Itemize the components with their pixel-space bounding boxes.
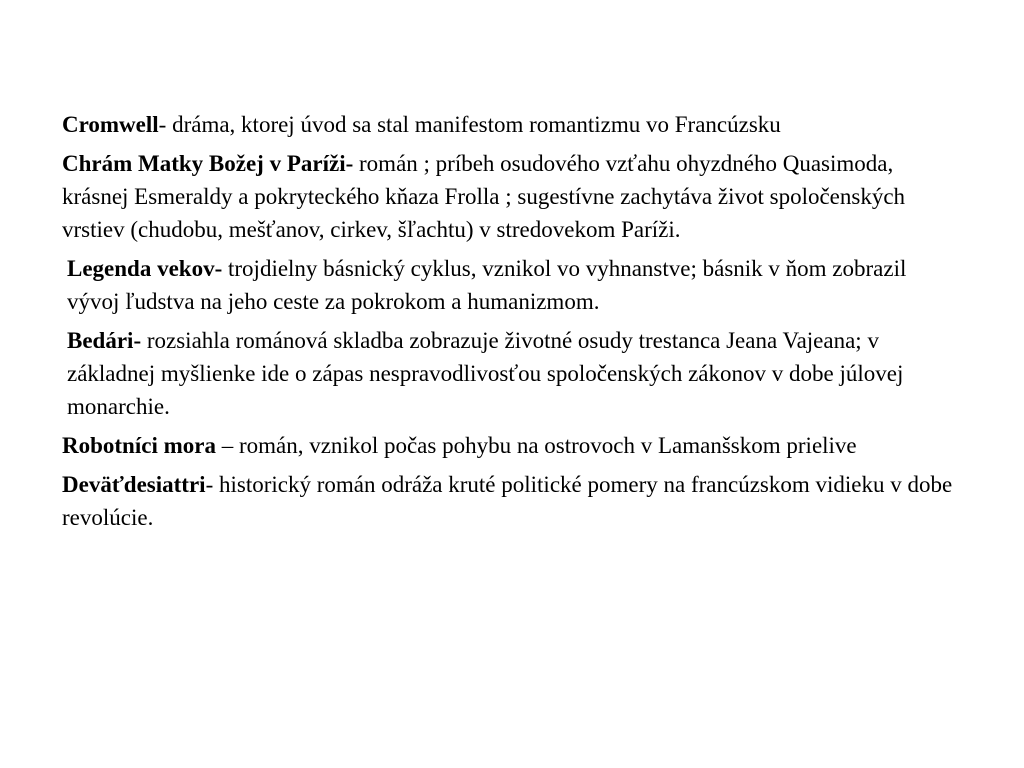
entry-text: - dráma, ktorej úvod sa stal manifestom romantizmu vo Francúzsku [158,112,781,137]
entry-title: Bedári- [67,328,142,353]
entry-legenda-vekov [62,252,962,318]
entry-title: Robotníci mora [62,433,216,458]
entry-title: Chrám Matky Božej v Paríži- [62,151,354,176]
entry-text: román ; príbeh osudového vzťahu ohyzdného Quasimoda, krásnej Esmeraldy a pokryteckého kňaza Frolla ; sugestívne zachytáva život spoločenských vrstiev (chudobu, mešťanov, cirkev, šľachtu) v stredovekom Paríži. [62,151,906,242]
entry-title: Deväťdesiattri [62,472,206,497]
entry-robotnici-mora [62,429,962,462]
entry-bedari [62,324,962,423]
entry-text: trojdielny básnický cyklus, vznikol vo vyhnanstve; básnik v ňom zobrazil vývoj ľudstva na jeho ceste za pokrokom a humanizmom. [67,256,907,314]
entry-title: Cromwell [62,112,159,137]
entry-text: – román, vznikol počas pohybu na ostrovoch v Lamanšskom prielive [215,433,857,458]
entry-title: Legenda vekov- [67,256,223,281]
entry-text: - historický román odráža kruté politické pomery na francúzskom vidieku v dobe revolúcie. [62,472,953,530]
entry-cromwell [62,108,962,141]
entry-chram-matky-bozej [62,147,962,246]
entry-text: rozsiahla románová skladba zobrazuje životné osudy trestanca Jeana Vajeana; v základnej myšlienke ide o zápas nespravodlivosťou spoločenských zákonov v dobe júlovej monarchie. [67,328,904,419]
slide-body [62,108,962,540]
entry-devatdesiattri [62,468,962,534]
